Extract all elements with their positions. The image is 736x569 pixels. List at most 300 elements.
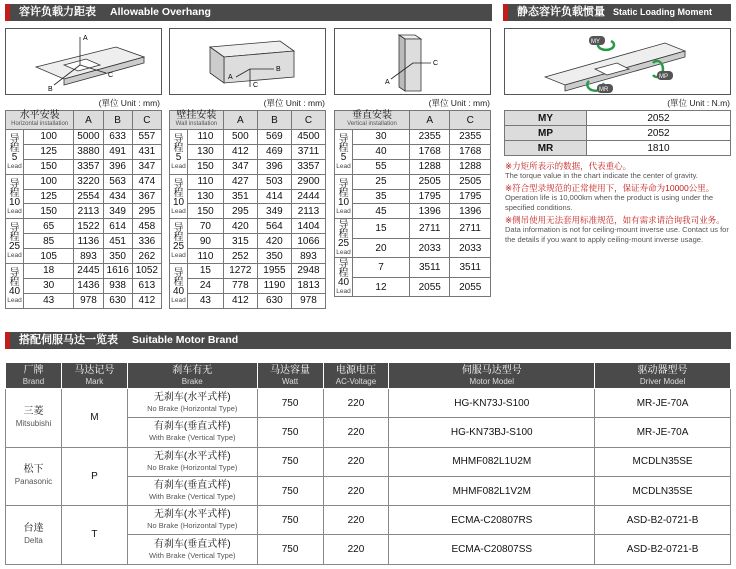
motor-row	[6, 389, 731, 418]
table-row	[170, 219, 326, 234]
header-row	[170, 111, 326, 130]
table-cell: 150	[188, 204, 224, 219]
lead-cell	[6, 219, 24, 264]
header-en: Motor Model	[469, 376, 514, 386]
mark-cell: T	[61, 506, 127, 565]
horizontal-table	[5, 110, 162, 309]
table-cell: 420	[257, 234, 291, 249]
unit-label-mm: (單位 Unit : mm)	[428, 98, 490, 108]
lead-label-cn: 导	[173, 133, 184, 145]
table-cell: 1795	[409, 189, 450, 204]
install-title-cn: 壁挂安装	[176, 110, 217, 121]
motor-model-cell: HG-KN73J-S100	[389, 389, 595, 418]
lead-value: 25	[8, 241, 21, 253]
table-cell: 1955	[257, 264, 291, 279]
table-cell: 262	[132, 249, 161, 264]
brand-cn: 松下	[23, 464, 44, 476]
brake-cn: 无刹车(水平式样)	[153, 450, 231, 462]
table-cell: 2900	[291, 174, 325, 189]
header-en: Mark	[85, 376, 104, 386]
brake-cell	[127, 506, 257, 535]
table-row	[170, 264, 326, 279]
lead-label-cn: 程	[9, 142, 20, 154]
lead-label-cn: 程	[173, 276, 184, 288]
label-a: A	[385, 79, 390, 86]
table-cell: 1795	[450, 189, 491, 204]
motor-model-cell: HG-KN73BJ-S100	[389, 418, 595, 447]
brake-cell	[127, 476, 257, 505]
lead-label-cn: 程	[173, 142, 184, 154]
table-cell: 2033	[409, 238, 450, 258]
brake-cell	[127, 389, 257, 418]
table-cell: 1522	[74, 219, 103, 234]
lead-cell	[170, 174, 188, 219]
moment-value: 2052	[587, 111, 731, 126]
table-cell: 1813	[291, 278, 325, 293]
table-cell: 105	[24, 249, 74, 264]
table-cell: 4500	[291, 130, 325, 145]
table-cell: 3511	[409, 258, 450, 278]
table-cell: 1052	[132, 264, 161, 279]
table-cell: 5000	[74, 130, 103, 145]
motor-header-row	[6, 363, 731, 389]
brake-en: No Brake (Horizontal Type)	[147, 521, 238, 531]
motor-model-cell: ECMA-C20807SS	[389, 535, 595, 564]
table-row	[6, 189, 162, 204]
table-cell: 3711	[291, 144, 325, 159]
table-cell: 1190	[257, 278, 291, 293]
table-row	[6, 234, 162, 249]
lead-value: 5	[175, 151, 182, 163]
voltage-cell: 220	[323, 506, 389, 535]
label-b: B	[276, 66, 281, 73]
table-cell: 15	[188, 264, 224, 279]
lead-label-cn: 程	[173, 187, 184, 199]
motor-column-header	[127, 363, 257, 389]
table-cell: 2444	[291, 189, 325, 204]
table-cell: 30	[353, 130, 410, 145]
lead-label-cn: 程	[338, 142, 349, 154]
table-row	[6, 174, 162, 189]
table-cell: 110	[188, 174, 224, 189]
table-row	[335, 174, 491, 189]
motor-row	[6, 447, 731, 476]
motor-table	[5, 362, 731, 565]
lead-label-en: Lead	[171, 207, 186, 215]
column-header: A	[74, 111, 103, 130]
voltage-cell: 220	[323, 418, 389, 447]
watt-cell: 750	[257, 506, 323, 535]
table-row	[335, 189, 491, 204]
table-cell: 349	[103, 204, 132, 219]
install-title-en: Vertical installation	[347, 121, 397, 127]
brake-en: With Brake (Vertical Type)	[148, 550, 236, 560]
lead-cell	[170, 130, 188, 175]
table-cell: 938	[103, 278, 132, 293]
table-cell: 3880	[74, 144, 103, 159]
table-row	[170, 189, 326, 204]
overhang-title-en: Allowable Overhang	[110, 6, 211, 18]
install-title-en: Horizontal installation	[11, 121, 69, 127]
driver-model-cell: MCDLN35SE	[595, 476, 731, 505]
motor-row	[6, 506, 731, 535]
brand-cell	[6, 506, 62, 565]
horizontal-diagram	[5, 28, 162, 95]
lead-label-en: Lead	[7, 296, 22, 304]
lead-label-cn: 导	[9, 267, 20, 279]
label-c: C	[108, 72, 114, 79]
lead-label-cn: 导	[338, 178, 349, 190]
lead-value: 40	[8, 285, 21, 297]
note-cn: ※侧吊使用无法套用标准规范，如有需求请洽询我司业务。	[505, 215, 725, 225]
note-cn: ※力矩所表示的数据，代表重心。	[505, 161, 632, 171]
header-en: Brake	[181, 376, 203, 386]
table-cell: 2554	[74, 189, 103, 204]
column-header: B	[257, 111, 291, 130]
table-cell: 2711	[450, 219, 491, 239]
lead-label-en: Lead	[171, 162, 186, 170]
table-cell: 12	[353, 277, 410, 297]
lead-value: 10	[337, 196, 350, 208]
table-cell: 633	[103, 130, 132, 145]
unit-label-nm: (單位 Unit : N.m)	[667, 98, 730, 108]
table-cell: 557	[132, 130, 161, 145]
table-cell: 349	[257, 204, 291, 219]
table-cell: 491	[103, 144, 132, 159]
table-cell: 978	[291, 293, 325, 308]
table-cell: 893	[74, 249, 103, 264]
brake-cn: 有刹车(垂直式样)	[153, 538, 231, 550]
driver-model-cell: MR-JE-70A	[595, 389, 731, 418]
header-en: Watt	[281, 376, 299, 386]
table-cell: 1396	[409, 204, 450, 219]
table-cell: 30	[24, 278, 74, 293]
note-item	[505, 183, 733, 213]
lead-value: 40	[172, 285, 185, 297]
brake-cn: 有刹车(垂直式样)	[153, 421, 231, 433]
lead-label-en: Lead	[7, 207, 22, 215]
table-cell: 150	[24, 159, 74, 174]
motor-title-cn: 搭配伺服马达一览表	[19, 334, 118, 346]
table-cell: 18	[24, 264, 74, 279]
table-cell: 2355	[450, 130, 491, 145]
table-cell: 1768	[450, 144, 491, 159]
moment-row	[505, 126, 731, 141]
table-cell: 125	[24, 144, 74, 159]
notes	[505, 161, 733, 247]
lead-label-cn: 导	[338, 259, 349, 271]
brand-en: Mitsubishi	[15, 418, 52, 428]
header-cn: 刹车有无	[172, 364, 213, 376]
unit-label-mm: (單位 Unit : mm)	[263, 98, 325, 108]
table-cell: 3357	[291, 159, 325, 174]
motor-column-header	[389, 363, 595, 389]
lead-value: 5	[340, 151, 347, 163]
table-cell: 43	[188, 293, 224, 308]
moment-label: MR	[505, 141, 587, 156]
table-cell: 2033	[450, 238, 491, 258]
column-header: A	[409, 111, 450, 130]
lead-value: 25	[337, 238, 350, 250]
table-row	[335, 204, 491, 219]
brake-en: No Brake (Horizontal Type)	[147, 462, 238, 472]
mark-cell: P	[61, 447, 127, 506]
table-cell: 55	[353, 159, 410, 174]
install-header	[335, 111, 410, 130]
table-cell: 1272	[223, 264, 257, 279]
table-cell: 630	[257, 293, 291, 308]
table-cell: 125	[24, 189, 74, 204]
column-header: C	[132, 111, 161, 130]
table-cell: 500	[223, 130, 257, 145]
table-cell: 2113	[74, 204, 103, 219]
note-en: Data information is not for ceiling-mount inverse use. Contact us for the details if you want to apply ceiling-mount inverse usage.	[505, 225, 729, 244]
table-cell: 396	[103, 159, 132, 174]
vertical-table	[334, 110, 491, 297]
table-row	[6, 264, 162, 279]
table-row	[6, 159, 162, 174]
label-c: C	[253, 82, 259, 89]
label-c: C	[433, 60, 439, 67]
lead-label-cn: 程	[338, 187, 349, 199]
header-en: Brand	[22, 376, 45, 386]
watt-cell: 750	[257, 476, 323, 505]
install-title-cn: 垂直安装	[351, 110, 392, 121]
lead-value: 25	[172, 241, 185, 253]
brake-cn: 有刹车(垂直式样)	[153, 480, 231, 492]
table-cell: 130	[188, 144, 224, 159]
table-cell: 35	[353, 189, 410, 204]
table-row	[170, 130, 326, 145]
brand-cn: 台達	[23, 522, 44, 534]
install-title-cn: 水平安裝	[19, 110, 60, 121]
column-header: B	[103, 111, 132, 130]
table-cell: 431	[132, 144, 161, 159]
lead-label-cn: 程	[9, 276, 20, 288]
column-header: C	[291, 111, 325, 130]
motor-column-header	[595, 363, 731, 389]
moment-label: MP	[505, 126, 587, 141]
table-cell: 434	[103, 189, 132, 204]
table-cell: 563	[103, 174, 132, 189]
lead-cell	[335, 258, 353, 297]
driver-model-cell: MR-JE-70A	[595, 418, 731, 447]
column-header: A	[223, 111, 257, 130]
lead-label-cn: 程	[9, 187, 20, 199]
label-a: A	[83, 35, 88, 42]
overhang-title-cn: 容许负载力距表	[19, 6, 96, 18]
lead-cell	[6, 130, 24, 175]
motor-column-header	[61, 363, 127, 389]
watt-cell: 750	[257, 389, 323, 418]
table-cell: 630	[103, 293, 132, 308]
table-cell: 2445	[74, 264, 103, 279]
table-cell: 1436	[74, 278, 103, 293]
moment-diagram-svg	[505, 29, 730, 94]
brake-en: No Brake (Horizontal Type)	[147, 404, 238, 414]
table-cell: 1396	[450, 204, 491, 219]
lead-label-en: Lead	[7, 162, 22, 170]
header-cn: 马达容量	[270, 364, 311, 376]
table-cell: 40	[353, 144, 410, 159]
lead-label-cn: 导	[173, 223, 184, 235]
voltage-cell: 220	[323, 447, 389, 476]
table-cell: 43	[24, 293, 74, 308]
note-en: The torque value in the chart indicate the center of gravity.	[505, 171, 698, 180]
table-cell: 100	[24, 174, 74, 189]
table-cell: 458	[132, 219, 161, 234]
moment-row	[505, 111, 731, 126]
install-header	[6, 111, 74, 130]
table-cell: 569	[257, 130, 291, 145]
motor-header	[5, 332, 731, 349]
brand-en: Delta	[24, 535, 43, 545]
mark-cell: M	[61, 389, 127, 448]
table-row	[6, 293, 162, 308]
lead-label-en: Lead	[336, 162, 351, 170]
motor-title-en: Suitable Motor Brand	[132, 334, 239, 346]
table-row	[335, 159, 491, 174]
table-cell: 1136	[74, 234, 103, 249]
table-row	[6, 144, 162, 159]
driver-model-cell: ASD-B2-0721-B	[595, 535, 731, 564]
brake-en: With Brake (Vertical Type)	[148, 492, 236, 502]
lead-label-cn: 程	[173, 232, 184, 244]
table-cell: 295	[223, 204, 257, 219]
table-cell: 3511	[450, 258, 491, 278]
table-cell: 15	[353, 219, 410, 239]
table-cell: 2055	[409, 277, 450, 297]
brand-en: Panasonic	[14, 477, 53, 487]
table-cell: 893	[291, 249, 325, 264]
lead-label-cn: 程	[9, 232, 20, 244]
table-cell: 451	[103, 234, 132, 249]
table-cell: 347	[132, 159, 161, 174]
lead-cell	[6, 174, 24, 219]
lead-label-cn: 导	[9, 223, 20, 235]
label-b: B	[48, 86, 53, 93]
table-row	[335, 277, 491, 297]
header-en: AC-Voltage	[335, 376, 377, 386]
brake-cell	[127, 418, 257, 447]
table-cell: 3220	[74, 174, 103, 189]
voltage-cell: 220	[323, 389, 389, 418]
lead-value: 5	[11, 151, 18, 163]
table-row	[170, 234, 326, 249]
lead-label-en: Lead	[7, 252, 22, 260]
motor-column-header	[257, 363, 323, 389]
table-cell: 1288	[409, 159, 450, 174]
table-cell: 2505	[409, 174, 450, 189]
driver-model-cell: ASD-B2-0721-B	[595, 506, 731, 535]
table-row	[335, 144, 491, 159]
table-cell: 336	[132, 234, 161, 249]
install-title-en: Wall installation	[175, 121, 218, 127]
motor-column-header	[6, 363, 62, 389]
table-cell: 978	[74, 293, 103, 308]
lead-label-cn: 导	[173, 178, 184, 190]
table-cell: 564	[257, 219, 291, 234]
table-row	[335, 238, 491, 258]
motor-model-cell: MHMF082L1U2M	[389, 447, 595, 476]
motor-model-cell: ECMA-C20807RS	[389, 506, 595, 535]
watt-cell: 750	[257, 447, 323, 476]
lead-label-en: Lead	[171, 296, 186, 304]
table-cell: 110	[188, 249, 224, 264]
table-cell: 396	[257, 159, 291, 174]
column-header: C	[450, 111, 491, 130]
lead-cell	[335, 219, 353, 258]
unit-label-mm: (單位 Unit : mm)	[98, 98, 160, 108]
lead-label-cn: 导	[338, 220, 349, 232]
table-cell: 2948	[291, 264, 325, 279]
voltage-cell: 220	[323, 476, 389, 505]
table-row	[6, 249, 162, 264]
table-cell: 351	[223, 189, 257, 204]
table-cell: 412	[223, 293, 257, 308]
table-row	[335, 258, 491, 278]
brake-cn: 无刹车(水平式样)	[153, 392, 231, 404]
lead-label-cn: 程	[338, 268, 349, 280]
table-cell: 100	[24, 130, 74, 145]
table-cell: 3357	[74, 159, 103, 174]
table-cell: 613	[132, 278, 161, 293]
vertical-diagram	[334, 28, 491, 95]
moment-label: MY	[505, 111, 587, 126]
table-row	[6, 278, 162, 293]
header-row	[6, 111, 162, 130]
label-mp: MP	[659, 74, 668, 80]
table-row	[170, 174, 326, 189]
table-row	[170, 278, 326, 293]
table-cell: 315	[223, 234, 257, 249]
wall-table	[169, 110, 326, 309]
lead-cell	[6, 264, 24, 309]
brand-cn: 三菱	[23, 405, 44, 417]
voltage-cell: 220	[323, 535, 389, 564]
moment-value: 1810	[587, 141, 731, 156]
moment-diagram	[504, 28, 731, 95]
lead-label-cn: 导	[338, 133, 349, 145]
table-cell: 412	[223, 144, 257, 159]
note-en: Operation life is 10,000km when the product is using under the specified conditions.	[505, 193, 714, 212]
table-cell: 614	[103, 219, 132, 234]
header-cn: 电源电压	[335, 364, 376, 376]
table-cell: 70	[188, 219, 224, 234]
table-cell: 347	[223, 159, 257, 174]
table-cell: 110	[188, 130, 224, 145]
moment-row	[505, 141, 731, 156]
watt-cell: 750	[257, 535, 323, 564]
table-cell: 45	[353, 204, 410, 219]
note-item	[505, 215, 733, 245]
lead-cell	[335, 130, 353, 175]
table-cell: 474	[132, 174, 161, 189]
motor-column-header	[323, 363, 389, 389]
header-cn: 马达记号	[74, 364, 115, 376]
static-moment-table	[504, 110, 731, 156]
header-cn: 厂牌	[23, 364, 44, 376]
moment-value: 2052	[587, 126, 731, 141]
table-cell: 150	[24, 204, 74, 219]
lead-label-en: Lead	[171, 252, 186, 260]
header-row	[335, 111, 491, 130]
motor-model-cell: MHMF082L1V2M	[389, 476, 595, 505]
lead-value: 10	[8, 196, 21, 208]
table-cell: 65	[24, 219, 74, 234]
table-row	[170, 159, 326, 174]
note-item	[505, 161, 733, 181]
